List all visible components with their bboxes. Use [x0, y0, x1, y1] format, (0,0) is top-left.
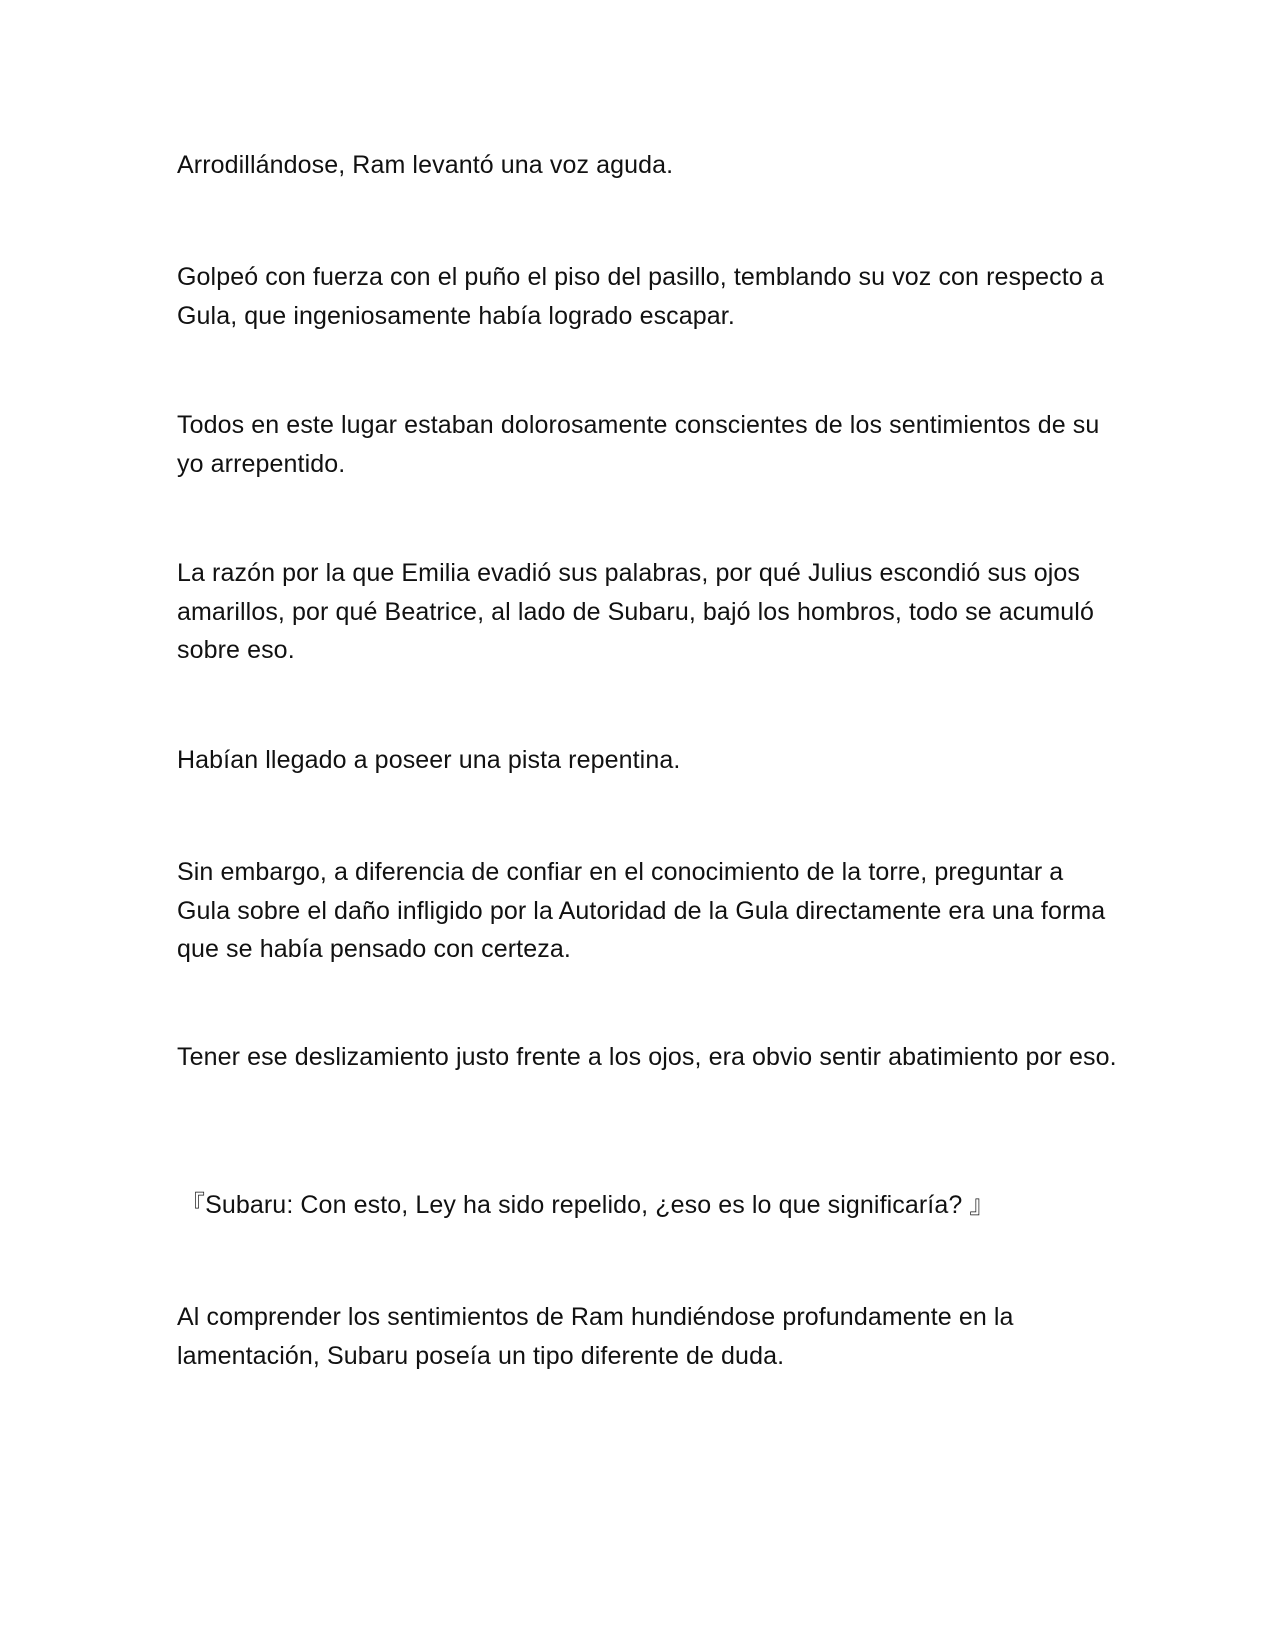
paragraph-1: Arrodillándose, Ram levantó una voz aguda.: [177, 151, 674, 179]
paragraph-2: Golpeó con fuerza con el puño el piso del pasillo, temblando su voz con respecto a Gula, que ingeniosamente había logrado escapar.: [177, 263, 1104, 330]
dialogue-line: 『Subaru: Con esto, Ley ha sido repelido, ¿eso es lo que significaría? 』: [180, 1191, 995, 1219]
paragraph-4: La razón por la que Emilia evadió sus palabras, por qué Julius escondió sus ojos amarillos, por qué Beatrice, al lado de Subaru, bajó los hombros, todo se acumuló sobre eso.: [177, 559, 1094, 664]
paragraph-9: Al comprender los sentimientos de Ram hundiéndose profundamente en la lamentación, Subaru poseía un tipo diferente de duda.: [177, 1303, 1014, 1370]
paragraph-6: Sin embargo, a diferencia de confiar en el conocimiento de la torre, preguntar a Gula sobre el daño infligido por la Autoridad de la Gula directamente era una forma que se había pensado con certeza.: [177, 858, 1106, 963]
paragraph-5: Habían llegado a poseer una pista repentina.: [177, 746, 681, 774]
paragraph-3: Todos en este lugar estaban dolorosamente conscientes de los sentimientos de su yo arrepentido.: [177, 411, 1100, 478]
paragraph-7: Tener ese deslizamiento justo frente a los ojos, era obvio sentir abatimiento por eso.: [177, 1043, 1117, 1071]
